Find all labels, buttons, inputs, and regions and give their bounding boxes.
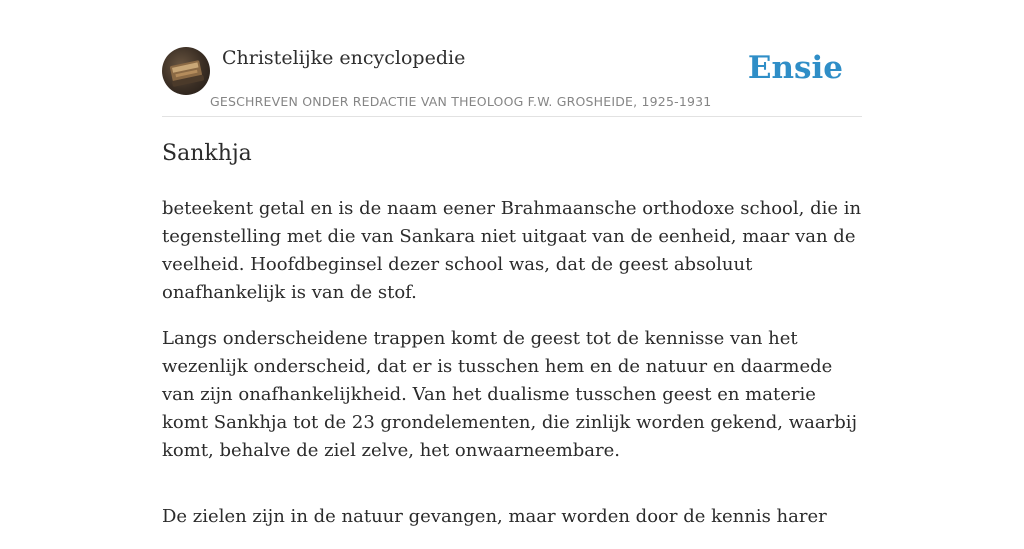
article	[162, 137, 866, 549]
article-paragraph: beteekent getal en is de naam eener Brahmaansche orthodoxe school, die in tegenstelling met die van Sankara niet uitgaat van de eenheid, maar van de veelheid. Hoofdbeginsel dezer school was, dat de geest absoluut onafhankelijk is van de stof.	[162, 198, 862, 303]
ensie-logo-link[interactable]: Ensie	[747, 50, 843, 86]
site-subtitle: GESCHREVEN ONDER REDACTIE VAN THEOLOOG F.W. GROSHEIDE, 1925-1931	[210, 94, 712, 109]
site-header	[162, 46, 862, 117]
book-photo-icon[interactable]	[162, 47, 210, 95]
article-paragraph: Langs onderscheidene trappen komt de geest tot de kennisse van het wezenlijk onderscheid, dat er is tusschen hem en de natuur en daarmede van zijn onafhankelijkheid. Van het dualisme tusschen geest en materie komt Sankhja tot de 23 grondelementen, die zinlijk worden gekend, waarbij komt, behalve de ziel zelve, het onwaarneembare.	[162, 328, 858, 461]
site-title-link[interactable]: Christelijke encyclopedie	[222, 47, 466, 69]
article-title: Sankhja	[162, 141, 252, 166]
article-paragraph: De zielen zijn in de natuur gevangen, maar worden door de kennis harer	[162, 506, 827, 527]
